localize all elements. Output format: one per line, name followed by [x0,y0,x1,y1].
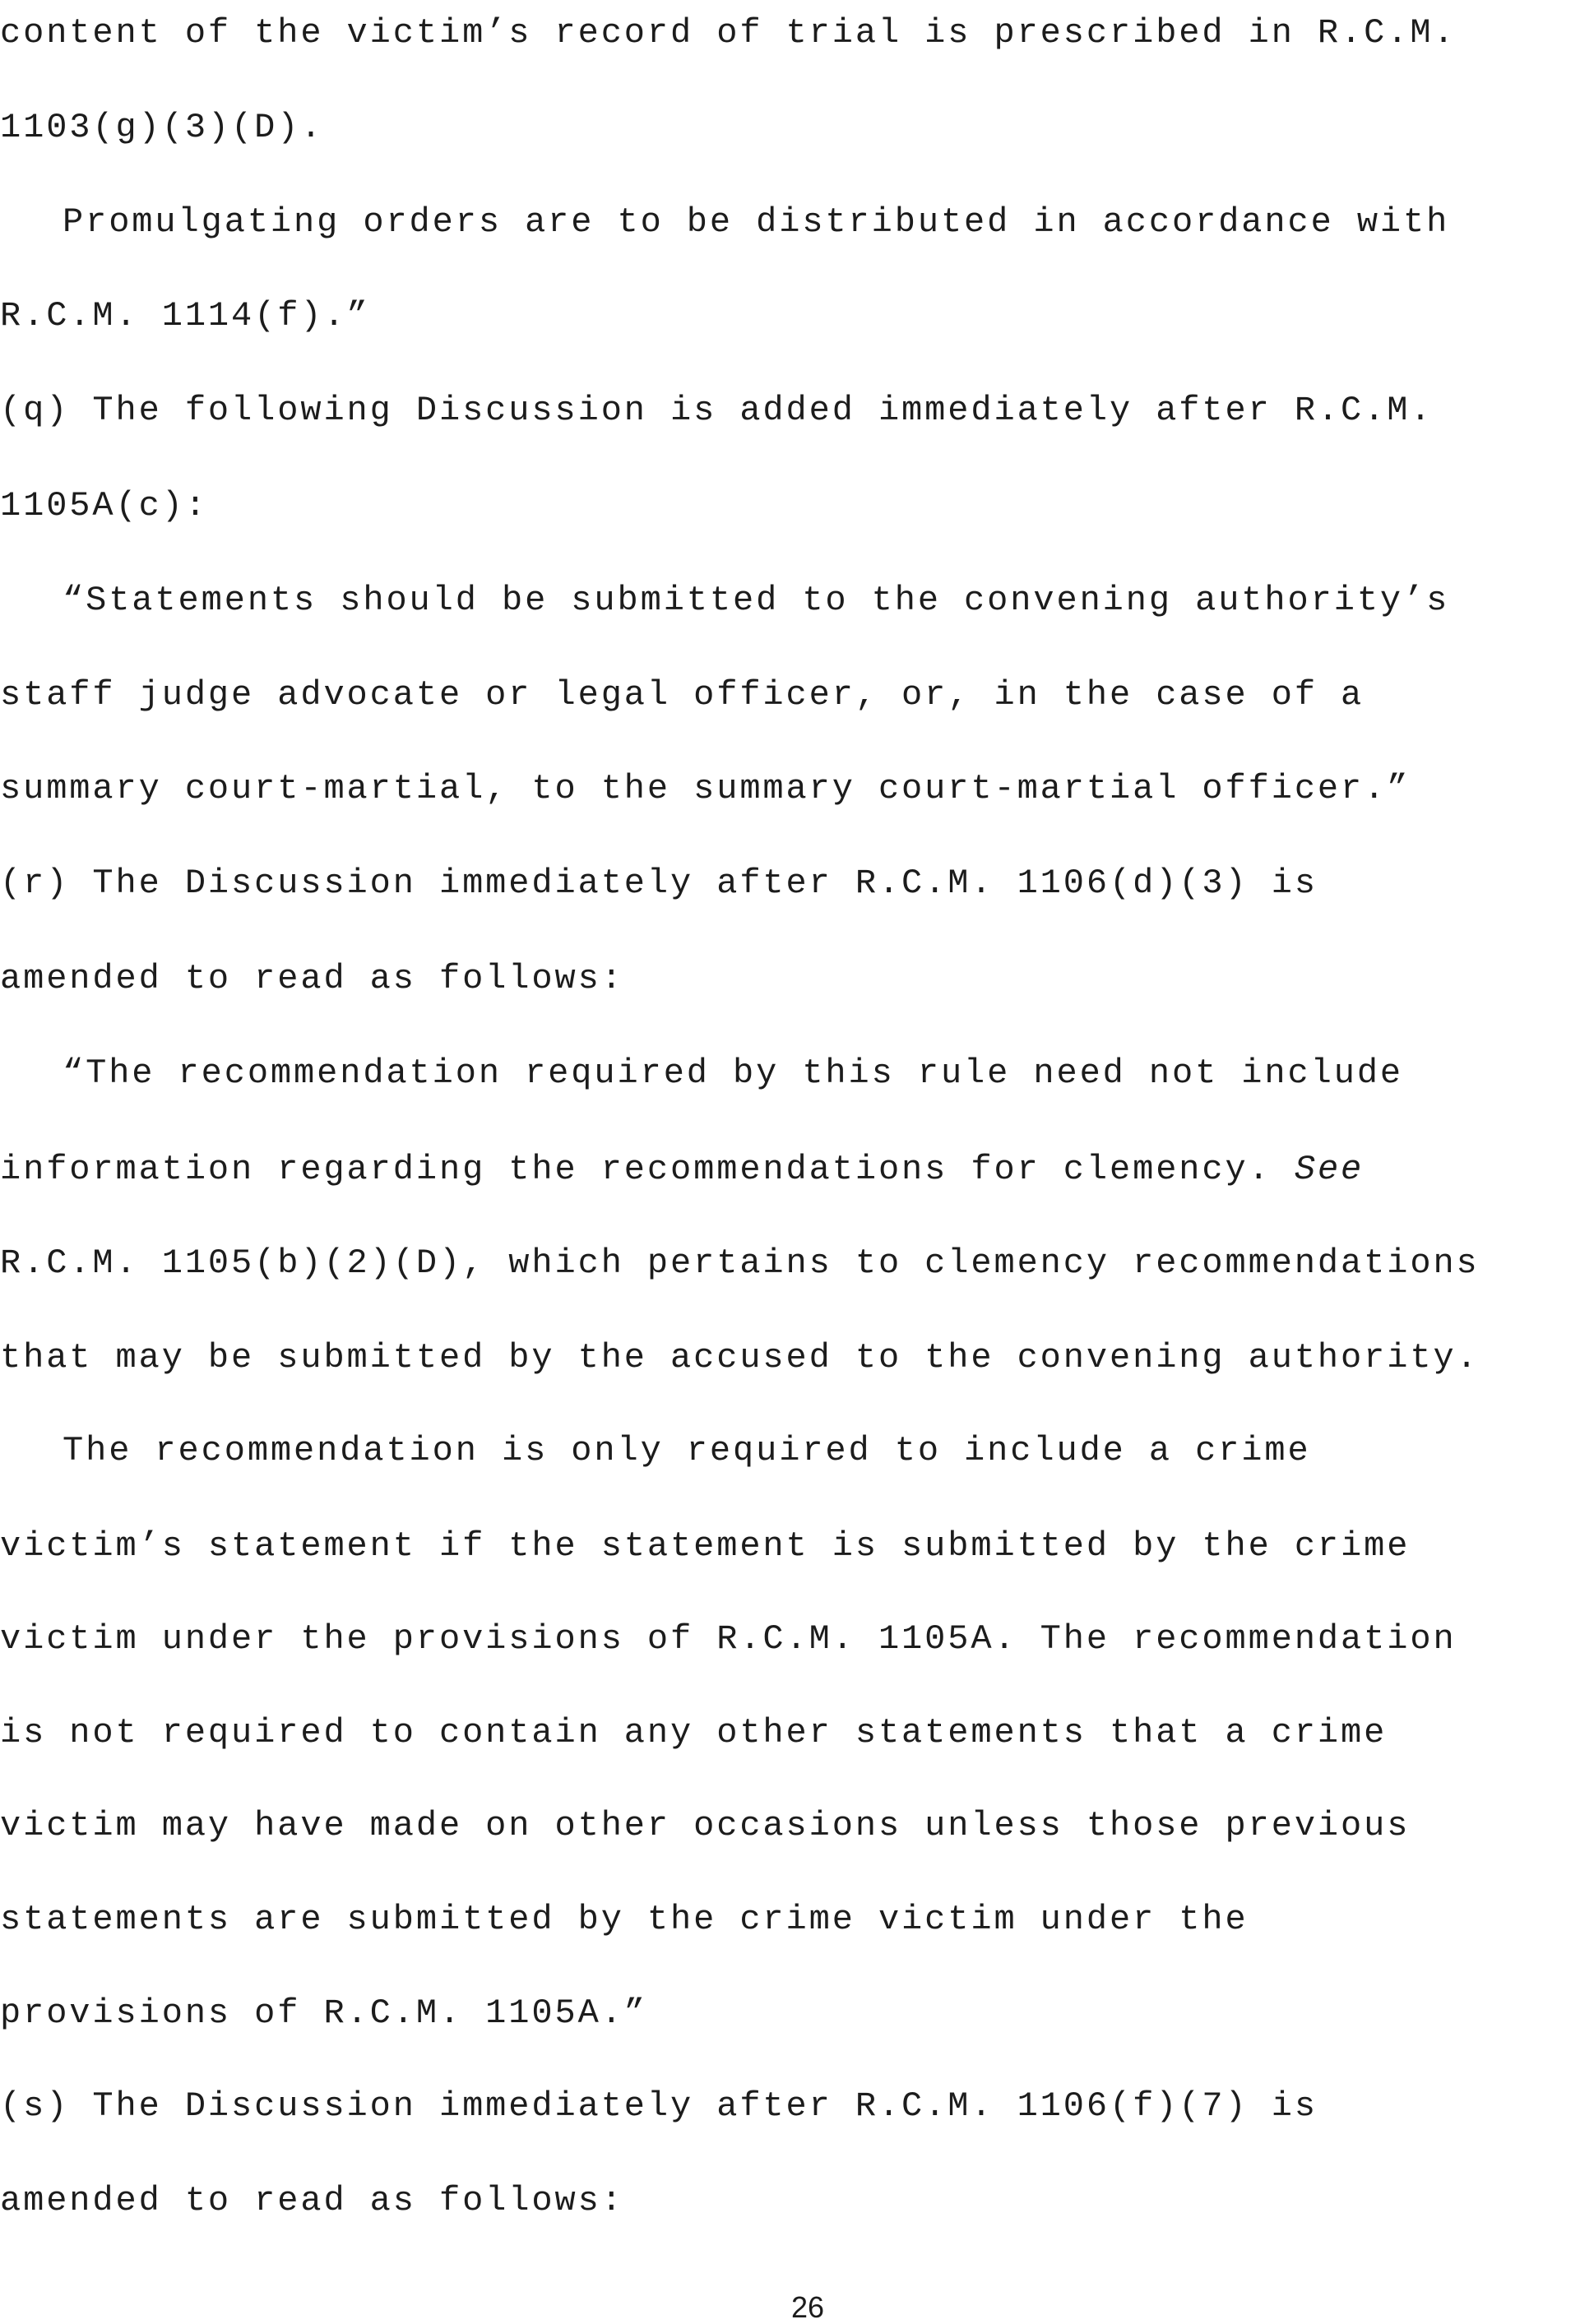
text-line: 1103(g)(3)(D). [0,108,324,147]
text-line: (r) The Discussion immediately after R.C.M. 1106(d)(3) is [0,863,1318,903]
text-line: staff judge advocate or legal officer, or, in the case of a [0,675,1365,715]
text-line: amended to read as follows: [0,2181,624,2220]
text-line: victim’s statement if the statement is submitted by the crime [0,1526,1411,1566]
text-line: R.C.M. 1105(b)(2)(D), which pertains to clemency recommendations [0,1243,1480,1283]
text-line: Promulgating orders are to be distributed in accordance with [63,202,1450,242]
text-line-segment: information regarding the recommendations for clemency. [0,1150,1295,1189]
text-line [0,1150,1364,1189]
text-line: “The recommendation required by this rule need not include [63,1053,1404,1093]
page-number: 26 [790,2290,825,2324]
text-line: (q) The following Discussion is added immediately after R.C.M. [0,391,1434,430]
text-line: is not required to contain any other statements that a crime [0,1713,1388,1752]
text-line: provisions of R.C.M. 1105A.” [0,1993,647,2033]
text-line: victim may have made on other occasions unless those previous [0,1806,1411,1845]
text-line: victim under the provisions of R.C.M. 1105A. The recommendation [0,1619,1457,1659]
text-line: R.C.M. 1114(f).” [0,296,370,336]
text-line: content of the victim’s record of trial is prescribed in R.C.M. [0,13,1457,53]
text-line: The recommendation is only required to include a crime [63,1431,1311,1470]
text-line: (s) The Discussion immediately after R.C.M. 1106(f)(7) is [0,2086,1318,2126]
italic-see: See [1294,1150,1365,1189]
text-line: statements are submitted by the crime victim under the [0,1900,1249,1939]
text-line: summary court-martial, to the summary court-martial officer.” [0,769,1411,808]
text-line: “Statements should be submitted to the convening authority’s [63,581,1450,620]
text-line: that may be submitted by the accused to the convening authority. [0,1338,1480,1377]
text-line: amended to read as follows: [0,959,624,998]
text-line: 1105A(c): [0,486,208,525]
